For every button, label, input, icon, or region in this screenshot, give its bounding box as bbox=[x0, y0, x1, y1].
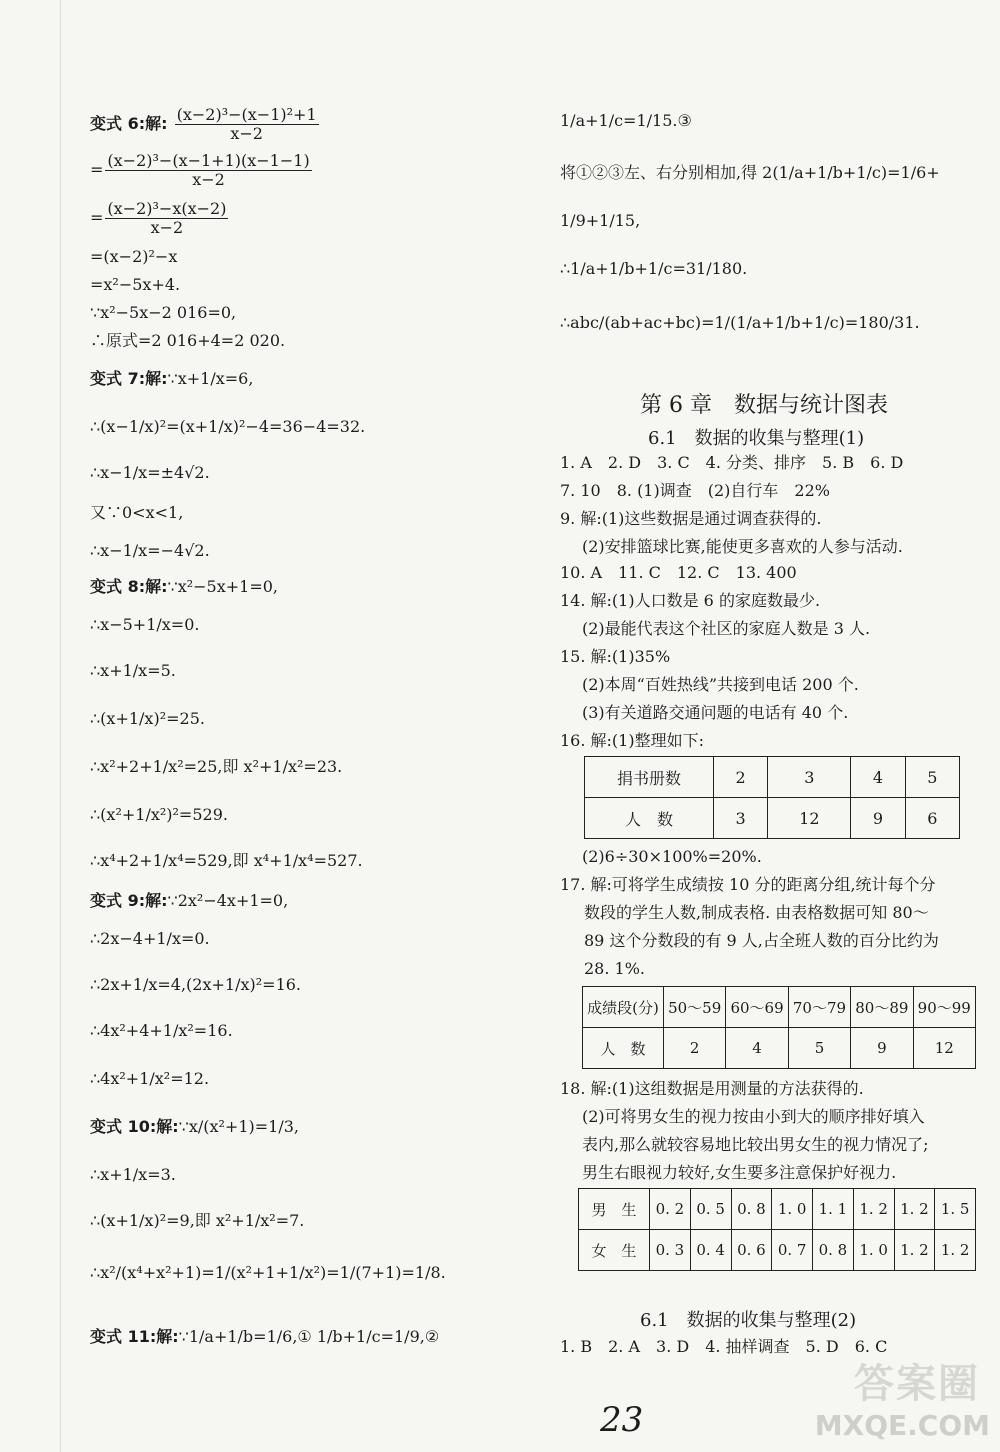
page-edge-line bbox=[60, 0, 61, 1452]
answer-9-a: 9. 解:(1)这些数据是通过调查获得的. bbox=[560, 509, 822, 528]
chapter-title: 第 6 章 数据与统计图表 bbox=[640, 393, 888, 418]
table-16 bbox=[584, 756, 960, 839]
answers-10-13: 10. A 11. C 12. C 13. 400 bbox=[560, 563, 797, 582]
variant-10-line-4: ∴x²/(x⁴+x²+1)=1/(x²+1+1/x²)=1/(7+1)=1/8. bbox=[90, 1263, 446, 1282]
answer-17-b: 数段的学生人数,制成表格. 由表格数据可知 80～ bbox=[584, 903, 929, 922]
answer-16-a: 16. 解:(1)整理如下: bbox=[560, 731, 704, 750]
variant-7-line-5: ∴x−1/x=−4√2. bbox=[90, 541, 210, 560]
variant-7-line-3: ∴x−1/x=±4√2. bbox=[90, 463, 210, 482]
table-row: 捐书册数 2 3 4 5 bbox=[585, 757, 960, 798]
right-line-2: 将①②③左、右分别相加,得 2(1/a+1/b+1/c)=1/6+ bbox=[560, 163, 940, 182]
answer-16-b: (2)6÷30×100%=20%. bbox=[582, 847, 762, 866]
variant-7-line-1: 变式 7:解:∵x+1/x=6, bbox=[90, 369, 254, 388]
table-row: 男 生 0. 2 0. 5 0. 8 1. 0 1. 1 1. 2 1. 2 1. 5 bbox=[579, 1189, 976, 1230]
watermark-logo-text: 答案圈 bbox=[854, 1361, 980, 1407]
table-row: 成绩段(分) 50～59 60～69 70～79 80～89 90～99 bbox=[583, 987, 976, 1028]
answer-9-b: (2)安排篮球比赛,能使更多喜欢的人参与活动. bbox=[582, 537, 903, 556]
variant-8-line-3: ∴x+1/x=5. bbox=[90, 661, 176, 680]
variant-9-line-3: ∴2x+1/x=4,(2x+1/x)²=16. bbox=[90, 975, 302, 994]
answer-15-a: 15. 解:(1)35% bbox=[560, 647, 671, 666]
variant-10-line-3: ∴(x+1/x)²=9,即 x²+1/x²=7. bbox=[90, 1211, 305, 1230]
variant-8-line-1: 变式 8:解:∵x²−5x+1=0, bbox=[90, 577, 279, 596]
variant-10-line-2: ∴x+1/x=3. bbox=[90, 1165, 176, 1184]
answers-2-1-6: 1. B 2. A 3. D 4. 抽样调查 5. D 6. C bbox=[560, 1337, 888, 1356]
variant-6-label: 变式 6 bbox=[90, 114, 139, 133]
table-17 bbox=[582, 986, 976, 1069]
answer-17-c: 89 这个分数段的有 9 人,占全班人数的百分比约为 bbox=[584, 931, 939, 950]
watermark bbox=[814, 1352, 990, 1442]
variant-8-line-7: ∴x⁴+2+1/x⁴=529,即 x⁴+1/x⁴=527. bbox=[90, 851, 363, 870]
answer-17-d: 28. 1%. bbox=[584, 959, 645, 978]
right-line-5: ∴abc/(ab+ac+bc)=1/(1/a+1/b+1/c)=180/31. bbox=[560, 313, 920, 332]
right-line-3: 1/9+1/15, bbox=[560, 211, 641, 230]
answer-15-c: (3)有关道路交通问题的电话有 40 个. bbox=[582, 703, 849, 722]
right-line-1: 1/a+1/c=1/15.③ bbox=[560, 111, 692, 130]
answer-14-a: 14. 解:(1)人口数是 6 的家庭数最少. bbox=[560, 591, 821, 610]
right-line-4: ∴1/a+1/b+1/c=31/180. bbox=[560, 259, 748, 278]
answer-18-c: 表内,那么就较容易地比较出男女生的视力情况了; bbox=[582, 1135, 929, 1154]
variant-6-line-7: ∴原式=2 016+4=2 020. bbox=[90, 331, 286, 350]
answer-18-d: 男生右眼视力较好,女生要多注意保护好视力. bbox=[582, 1163, 897, 1182]
answer-18-b: (2)可将男女生的视力按由小到大的顺序排好填入 bbox=[582, 1107, 925, 1126]
answer-17-a: 17. 解:可将学生成绩按 10 分的距离分组,统计每个分 bbox=[560, 875, 936, 894]
variant-7-line-2: ∴(x−1/x)²=(x+1/x)²−4=36−4=32. bbox=[90, 417, 366, 436]
table-18 bbox=[578, 1188, 976, 1271]
variant-6-line-5: =x²−5x+4. bbox=[90, 275, 181, 294]
variant-6-line-6: ∵x²−5x−2 016=0, bbox=[90, 303, 237, 322]
answer-14-b: (2)最能代表这个社区的家庭人数是 3 人. bbox=[582, 619, 871, 638]
variant-6-line-4: =(x−2)²−x bbox=[90, 247, 178, 266]
table-row: 人 数 2 4 5 9 12 bbox=[583, 1028, 976, 1069]
answers-1-6: 1. A 2. D 3. C 4. 分类、排序 5. B 6. D bbox=[560, 453, 904, 472]
variant-8-line-2: ∴x−5+1/x=0. bbox=[90, 615, 200, 634]
section-title-2: 6.1 数据的收集与整理(2) bbox=[640, 1310, 857, 1331]
variant-11-line-1: 变式 11:解:∵1/a+1/b=1/6,① 1/b+1/c=1/9,② bbox=[90, 1327, 440, 1346]
variant-8-line-4: ∴(x+1/x)²=25. bbox=[90, 709, 205, 728]
handwritten-page-number: 23 bbox=[600, 1400, 644, 1440]
table-row: 人 数 3 12 9 6 bbox=[585, 798, 960, 839]
answer-18-a: 18. 解:(1)这组数据是用测量的方法获得的. bbox=[560, 1079, 864, 1098]
table-row: 女 生 0. 3 0. 4 0. 6 0. 7 0. 8 1. 0 1. 2 1. 2 bbox=[579, 1230, 976, 1271]
variant-8-line-6: ∴(x²+1/x²)²=529. bbox=[90, 805, 228, 824]
variant-9-line-4: ∴4x²+4+1/x²=16. bbox=[90, 1021, 233, 1040]
variant-10-line-1: 变式 10:解:∵x/(x²+1)=1/3, bbox=[90, 1117, 299, 1136]
variant-8-line-5: ∴x²+2+1/x²=25,即 x²+1/x²=23. bbox=[90, 757, 343, 776]
variant-9-line-1: 变式 9:解:∵2x²−4x+1=0, bbox=[90, 891, 289, 910]
variant-7-line-4: 又∵0<x<1, bbox=[90, 503, 184, 522]
watermark-url: MXQE.COM bbox=[814, 1409, 990, 1442]
variant-9-line-5: ∴4x²+1/x²=12. bbox=[90, 1069, 210, 1088]
variant-6-line-2: = $\frac{\text{(x−2)³−(x−1+1)(x−1−1)}}{x-2}$ bbox=[90, 151, 310, 189]
section-title-1: 6.1 数据的收集与整理(1) bbox=[648, 428, 865, 449]
variant-9-line-2: ∴2x−4+1/x=0. bbox=[90, 929, 210, 948]
variant-6-line-1: 变式 6:解: $\frac{\text{(x−2)³−(x−1)²+1}}{x-2}$ bbox=[90, 105, 317, 143]
variant-6-line-3: = $\frac{\text{(x−2)³−x(x−2)}}{x-2}$ bbox=[90, 199, 227, 237]
answer-15-b: (2)本周“百姓热线”共接到电话 200 个. bbox=[582, 675, 859, 694]
answers-7-8: 7. 10 8. (1)调查 (2)自行车 22% bbox=[560, 481, 830, 500]
